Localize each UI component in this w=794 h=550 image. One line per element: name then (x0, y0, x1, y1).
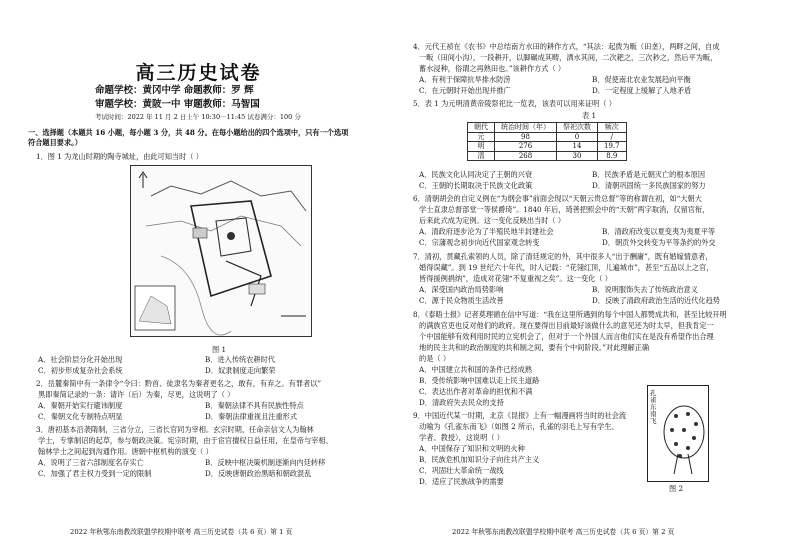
q6-option-a[interactable]: A．清政府逐步沦为了半殖民地半封建社会 (419, 227, 554, 236)
question-7-line-3: 皆得援例捐纳”，造成对花翎“不复重视之矣”。这一变化（ ） (419, 274, 612, 283)
table-cell: 清 (468, 151, 495, 161)
question-9-line-3: 学者、教授），这说明（ ） (419, 433, 504, 442)
proposition-line: 命题学校：黄冈中学 命题教师：罗 辉 (95, 85, 254, 96)
question-3-line-3: 翰林学士之间起到沟通作用。唐朝中枢机构的演变（ ） (38, 447, 213, 456)
question-8-line-4: 地的民主共和的政治制度的共和制之间，要有个中间阶段。”对此理解正确 (419, 343, 650, 352)
question-6-line-3: 后来此式成为定例。这一变化反映出当时（ ） (419, 216, 566, 225)
q7-option-c[interactable]: C．源于民众物质生活改善 (419, 296, 504, 305)
q2-option-b[interactable]: B．秦朝法律不具有民族性特点 (205, 401, 304, 410)
exam-page-2 (397, 0, 794, 550)
q3-option-c[interactable]: C．加强了君主权力受到一定的限制 (38, 469, 152, 478)
question-7-line-1: 7．清初，贯藏孔索领的人员，除了清廷规定的外，其中很多人“出于酬庸”，既有婚嫁情意者， (413, 252, 713, 261)
q9-option-a[interactable]: A．中国保存了知识和文明的火种 (419, 444, 525, 453)
table-row (468, 142, 627, 152)
q2-option-a[interactable]: A．秦朝开始实行避讳制度 (38, 401, 123, 410)
table-header-cell: 祭祀次数 (557, 123, 598, 133)
question-9-line-2: 动喻为《孔雀东南飞》（如图 2 所示，孔雀的羽毛上写有学生、 (419, 422, 619, 431)
q3-option-a[interactable]: A．说明了三省六部制度名存实亡 (38, 458, 144, 467)
table-cell: 14 (557, 142, 598, 152)
question-8-line-3: 个中国能够有效利用时民的立宪机会了，但对于一个外国人而言他们实在是没有希望作出合理 (419, 332, 714, 341)
page-2-footer: 2022 年秋鄂东南教改联盟学校期中联考 高三历史试卷（共 6 页）第 2 页 (452, 528, 675, 536)
table-row (468, 151, 627, 161)
table-cell: 0 (557, 132, 598, 142)
question-9-line-1: 9．中国近代某一时期，北京《昆报》上有一幅漫画将当时的社会流 (413, 411, 627, 420)
question-6-line-2: 学士直隶总督部堂一等侯爵琦”。1840 年后，琦善把照会中的“天朝”两字取消，仅留官衔， (419, 205, 710, 214)
q7-option-a[interactable]: A．深受国内政治局势影响 (419, 285, 504, 294)
table-cell: / (598, 132, 627, 142)
table-header-cell: 统治时间（年） (495, 123, 557, 133)
figure-2-title: 孔雀东南飞 (650, 389, 657, 425)
q2-option-d[interactable]: D．秦朝法律重视且注重形式 (205, 412, 298, 421)
table-header-row (468, 123, 627, 133)
table-row (468, 132, 627, 142)
q1-option-a[interactable]: A．社会阶层分化开始出现 (38, 355, 123, 364)
q8-option-b[interactable]: B．受传统影响中国难以走上民主道路 (419, 376, 540, 385)
question-5-stem: 5．表 1 为元明清黄帝陵祭祀比一览表，该表可以用来证明（ ） (413, 99, 616, 108)
table-cell: 276 (495, 142, 557, 152)
table-header-cell: 频次 (598, 123, 627, 133)
question-7-line-2: 婚得误藏”。到 19 世纪六十年代，时人记载：“花翎红顶，儿遍城市”，甚至“五品以上之官， (419, 263, 714, 272)
question-8-line-1: 8．《泰晤士报》记者莫理循在信中写道：“我在这里所遇到的每个中国人都赞成共和，甚至比较开明 (413, 310, 727, 319)
page-1-footer: 2022 年秋鄂东南教改联盟学校期中联考 高三历史试卷（共 6 页）第 1 页 (70, 528, 293, 536)
q5-option-d[interactable]: D．清朝巩固统一多民族国家的努力 (592, 181, 706, 190)
figure-1-caption: 图 1 (212, 345, 227, 354)
q4-option-c[interactable]: C．在元朝时开始出现并推广 (419, 86, 511, 95)
exam-title: 高三历史试卷 (135, 62, 262, 84)
q6-option-c[interactable]: C．宗藩观念初步向近代国家观念转变 (419, 238, 540, 247)
q1-option-b[interactable]: B．进入传统农耕时代 (205, 355, 275, 364)
table-cell: 19.7 (598, 142, 627, 152)
q3-option-b[interactable]: B．反映中枢决策机制逐渐向内廷转移 (205, 458, 326, 467)
question-4-line-2: 一畈（田间小沟），一段耕开，以脚碾成其畴，洒水其间，二次耙之，三次耖之，然后平为畈， (419, 53, 718, 62)
q7-option-b[interactable]: B．说明服饰失去了传统政治意义 (592, 285, 698, 294)
q8-option-c[interactable]: C．表达出作者对革命的担忧和不满 (419, 387, 533, 396)
question-2-line-2: 黑即秦简记录的一条：请许（后）为秦，尽更，这说明了（ ） (38, 390, 235, 399)
table-cell: 268 (495, 151, 557, 161)
q4-option-d[interactable]: D．一定程度上缓解了人地矛盾 (592, 86, 692, 95)
q3-option-d[interactable]: D．反映唐朝政治黑暗和朝政混乱 (205, 469, 312, 478)
table-cell: 元 (468, 132, 495, 142)
q5-option-a[interactable]: A．民族文化认同决定了王朝的兴衰 (419, 170, 533, 179)
question-4-line-3: 蓄水浸种，俗谓之再熟田也。”该耕作方式（ ） (419, 64, 566, 73)
question-8-line-2: 的满族官吏也反对他们的政府。现在要得出目前最好该做什么的意见还为时太早，但我肯定一 (419, 321, 714, 330)
question-6-line-1: 6．清朝胡会的自定义例在“为纲会事”前面会现以“天朝云贵总督”等的称谓在初，如“大朝大 (413, 194, 702, 203)
question-3-line-1: 3．唐初基本沿袭隋制，三省分立，三省长官同为宰相。玄宗时期，任命亲信文人为翰林 (36, 425, 314, 434)
question-2-line-1: 2．岳麓秦简中有一条律令“令曰：黔首、徒隶名为秦者更名之，敢有，有弃之。有罪者以” (36, 379, 322, 388)
q9-option-c[interactable]: C．巩固壮大革命统一战线 (419, 466, 504, 475)
q7-option-d[interactable]: D．反映了清政府政治生活的近代化趋势 (592, 296, 720, 305)
figure-1-map (130, 165, 312, 337)
q4-option-b[interactable]: B．促使南北农业发展趋向平衡 (592, 75, 691, 84)
table-cell: 8.9 (598, 151, 627, 161)
question-4-line-1: 4．元代王祯在《农书》中总结南方水田的耕作方式，“其法：起拨为畈（田垄），两畔之间，自成 (413, 42, 720, 51)
exam-info: 考试时间：2022 年 11 月 2 日上午 10:30－11:45 试卷满分：100 分 (95, 113, 301, 121)
question-1-stem: 1．图 1 为龙山时期的陶寺城址，由此可知当时（ ） (36, 152, 203, 161)
section-heading-cont: 符合题目要求。） (28, 138, 82, 147)
q1-option-d[interactable]: D．奴隶制度走向繁荣 (205, 366, 276, 375)
q8-option-d[interactable]: D．清政府失去民众的支持 (419, 398, 504, 407)
table-1-caption: 表 1 (582, 111, 597, 120)
q9-option-d[interactable]: D．适应了民族战争的需要 (419, 477, 504, 486)
table-1 (467, 122, 627, 161)
table-cell: 98 (495, 132, 557, 142)
q8-option-a[interactable]: A．中国建立共和国的条件已经成熟 (419, 365, 533, 374)
q1-option-c[interactable]: C．初步形成复杂社会系统 (38, 366, 123, 375)
table-cell: 30 (557, 151, 598, 161)
q6-option-d[interactable]: D．朝贡外交转变为平等条约的外交 (602, 238, 716, 247)
table-header-cell: 朝代 (468, 123, 495, 133)
q5-option-b[interactable]: B．民族矛盾是元朝灭亡的根本原因 (592, 170, 706, 179)
q5-option-c[interactable]: C．王朝的长期取决于民族文化政策 (419, 181, 533, 190)
table-cell: 明 (468, 142, 495, 152)
taosi-site-map-image (131, 166, 311, 336)
q6-option-b[interactable]: B．清政府改变以夏变夷为夷夏平等 (602, 227, 716, 236)
question-8-line-5: 的是（ ） (419, 354, 451, 363)
figure-2-cartoon (647, 385, 709, 482)
figure-2-caption: 图 2 (669, 484, 684, 493)
q2-option-c[interactable]: C．秦朝文化专制特点明显 (38, 412, 123, 421)
question-3-line-2: 学士，专掌制诏的起草，参与朝政决策。宪宗时期，由于宦官擅权日益任用，在皇帝与宰相、 (38, 436, 333, 445)
section-heading: 一、选择题（本题共 16 小题，每小题 3 分，共 48 分。在每小题给出的四个选项中，只有一个选项 (28, 128, 349, 137)
q9-option-b[interactable]: B．民族危机加知识分子向往共产主义 (419, 455, 540, 464)
q4-option-a[interactable]: A．有利于保障抗旱排水防涝 (419, 75, 511, 84)
review-line: 审题学校：黄陂一中 审题教师：马智国 (95, 99, 260, 110)
